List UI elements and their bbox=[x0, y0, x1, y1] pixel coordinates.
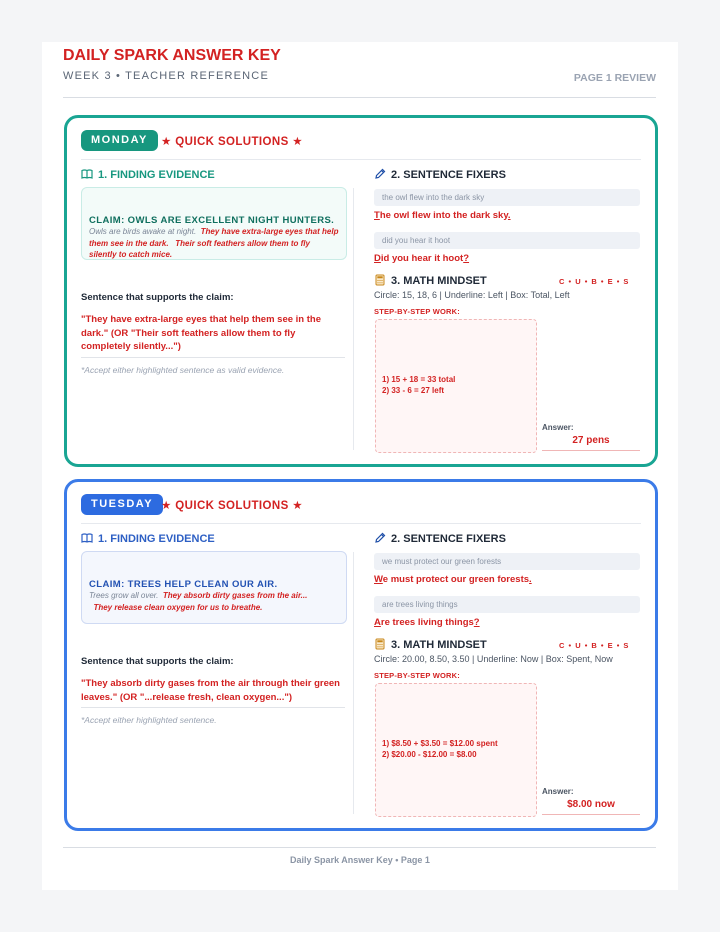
fixer-answer-1-text: he owl flew into the dark sky bbox=[379, 210, 508, 221]
fixer-answer-2-text: re trees living things bbox=[380, 617, 474, 628]
footer-divider bbox=[63, 847, 656, 848]
fixer-answer-2-text: id you hear it hoot bbox=[380, 253, 464, 264]
fixer-answer-2-capital: D bbox=[374, 253, 381, 264]
answer-rule bbox=[542, 814, 640, 815]
fixer-answer-2 bbox=[374, 253, 469, 264]
fixer-answer-1-capital: T bbox=[374, 210, 380, 221]
evidence-note: *Accept either highlighted sentence. bbox=[81, 715, 217, 725]
pencil-icon bbox=[374, 532, 386, 544]
answer-value: 27 pens bbox=[572, 435, 610, 446]
fixer-prompt-2: did you hear it hoot bbox=[374, 232, 640, 249]
evidence-title: 1. FINDING EVIDENCE bbox=[98, 533, 215, 545]
answer-label: Answer: bbox=[542, 423, 574, 432]
answer-label: Answer: bbox=[542, 787, 574, 796]
fixer-answer-1-text: e must protect our green forests bbox=[382, 574, 530, 585]
cubes-strategy: C • U • B • E • S bbox=[559, 277, 630, 286]
fixer-answer-1 bbox=[374, 210, 511, 221]
support-rule bbox=[81, 357, 345, 358]
work-step-1: 1) 15 + 18 = 33 total bbox=[382, 375, 456, 384]
fixer-answer-1-punct: . bbox=[529, 574, 532, 585]
worksheet-page bbox=[42, 42, 678, 890]
work-area bbox=[375, 319, 537, 453]
fixer-answer-2-punct: ? bbox=[463, 253, 470, 264]
cubes-annotation: Circle: 15, 18, 6 | Underline: Left | Box: Total, Left bbox=[374, 290, 570, 300]
evidence-sentence-2: Their soft feathers allow them to fly silently to catch mice. bbox=[89, 238, 310, 259]
fixers-heading bbox=[374, 168, 506, 181]
fixer-prompt-2: are trees living things bbox=[374, 596, 640, 613]
section-divider bbox=[81, 159, 641, 160]
support-answer: "They absorb dirty gases from the air through their green leaves." (OR "...release fresh, clean oxygen...") bbox=[81, 678, 340, 703]
work-step-2: 2) 33 - 6 = 27 left bbox=[382, 386, 445, 395]
support-label: Sentence that supports the claim: bbox=[81, 292, 234, 303]
monday-badge: MONDAY bbox=[81, 130, 158, 151]
fixer-prompt-1: the owl flew into the dark sky bbox=[374, 189, 640, 206]
evidence-heading bbox=[81, 532, 215, 545]
passage-plain: Owls are birds awake at night. bbox=[89, 227, 197, 236]
fixers-title: 2. SENTENCE FIXERS bbox=[391, 169, 506, 181]
math-heading bbox=[374, 638, 487, 651]
calculator-icon bbox=[374, 638, 386, 650]
fixer-answer-2-punct: ? bbox=[473, 617, 480, 628]
math-title: 3. MATH MINDSET bbox=[391, 639, 487, 651]
tuesday-section bbox=[64, 479, 658, 831]
step-label: STEP-BY-STEP WORK: bbox=[374, 307, 460, 316]
passage-plain: Trees grow all over. bbox=[89, 591, 159, 600]
work-area bbox=[375, 683, 537, 817]
evidence-note: *Accept either highlighted sentence as valid evidence. bbox=[81, 365, 285, 375]
claim-text: CLAIM: OWLS ARE EXCELLENT NIGHT HUNTERS. bbox=[89, 215, 335, 226]
reading-passage bbox=[81, 187, 347, 260]
fixer-answer-2 bbox=[374, 617, 480, 628]
cubes-annotation: Circle: 20.00, 8.50, 3.50 | Underline: Now | Box: Spent, Now bbox=[374, 654, 613, 664]
header-divider bbox=[63, 97, 656, 98]
evidence-title: 1. FINDING EVIDENCE bbox=[98, 169, 215, 181]
work-step-1: 1) $8.50 + $3.50 = $12.00 spent bbox=[382, 739, 498, 748]
reading-passage bbox=[81, 551, 347, 624]
fixer-prompt-1: we must protect our green forests bbox=[374, 553, 640, 570]
page-footer: Daily Spark Answer Key • Page 1 bbox=[290, 855, 430, 865]
fixer-answer-2-capital: A bbox=[374, 617, 381, 628]
support-label: Sentence that supports the claim: bbox=[81, 656, 234, 667]
monday-section bbox=[64, 115, 658, 467]
page-label: PAGE 1 REVIEW bbox=[573, 72, 656, 84]
tuesday-badge: TUESDAY bbox=[81, 494, 163, 515]
evidence-sentence-1: They absorb dirty gases from the air... bbox=[162, 591, 308, 600]
evidence-sentence-2: They release clean oxygen for us to breathe. bbox=[93, 602, 263, 612]
work-step-2: 2) $20.00 - $12.00 = $8.00 bbox=[382, 750, 477, 759]
section-divider bbox=[81, 523, 641, 524]
column-divider bbox=[353, 552, 354, 814]
support-rule bbox=[81, 707, 345, 708]
answer-rule bbox=[542, 450, 640, 451]
book-icon bbox=[81, 532, 93, 544]
math-heading bbox=[374, 274, 487, 287]
evidence-heading bbox=[81, 168, 215, 181]
quick-solutions-label: ★ QUICK SOLUTIONS ★ bbox=[161, 136, 303, 148]
page-subtitle: WEEK 3 • TEACHER REFERENCE bbox=[63, 70, 269, 82]
passage-text bbox=[89, 226, 339, 261]
passage-text bbox=[89, 590, 339, 613]
fixer-answer-1 bbox=[374, 574, 532, 585]
evidence-sentence-1: They have extra-large eyes that help them see in the dark. bbox=[89, 227, 339, 248]
fixer-answer-1-capital: W bbox=[374, 574, 383, 585]
page-title: DAILY SPARK ANSWER KEY bbox=[63, 47, 281, 64]
column-divider bbox=[353, 188, 354, 450]
claim-text: CLAIM: TREES HELP CLEAN OUR AIR. bbox=[89, 579, 278, 590]
fixers-title: 2. SENTENCE FIXERS bbox=[391, 533, 506, 545]
math-title: 3. MATH MINDSET bbox=[391, 275, 487, 287]
quick-solutions-label: ★ QUICK SOLUTIONS ★ bbox=[161, 500, 303, 512]
fixer-answer-1-punct: . bbox=[507, 210, 511, 221]
fixers-heading bbox=[374, 532, 506, 545]
cubes-strategy: C • U • B • E • S bbox=[559, 641, 630, 650]
calculator-icon bbox=[374, 274, 386, 286]
answer-value: $8.00 now bbox=[567, 799, 615, 810]
step-label: STEP-BY-STEP WORK: bbox=[374, 671, 460, 680]
pencil-icon bbox=[374, 168, 386, 180]
support-answer: "They have extra-large eyes that help them see in the dark." (OR "Their soft feathers allow them to fly completely silently...") bbox=[81, 314, 321, 352]
book-icon bbox=[81, 168, 93, 180]
